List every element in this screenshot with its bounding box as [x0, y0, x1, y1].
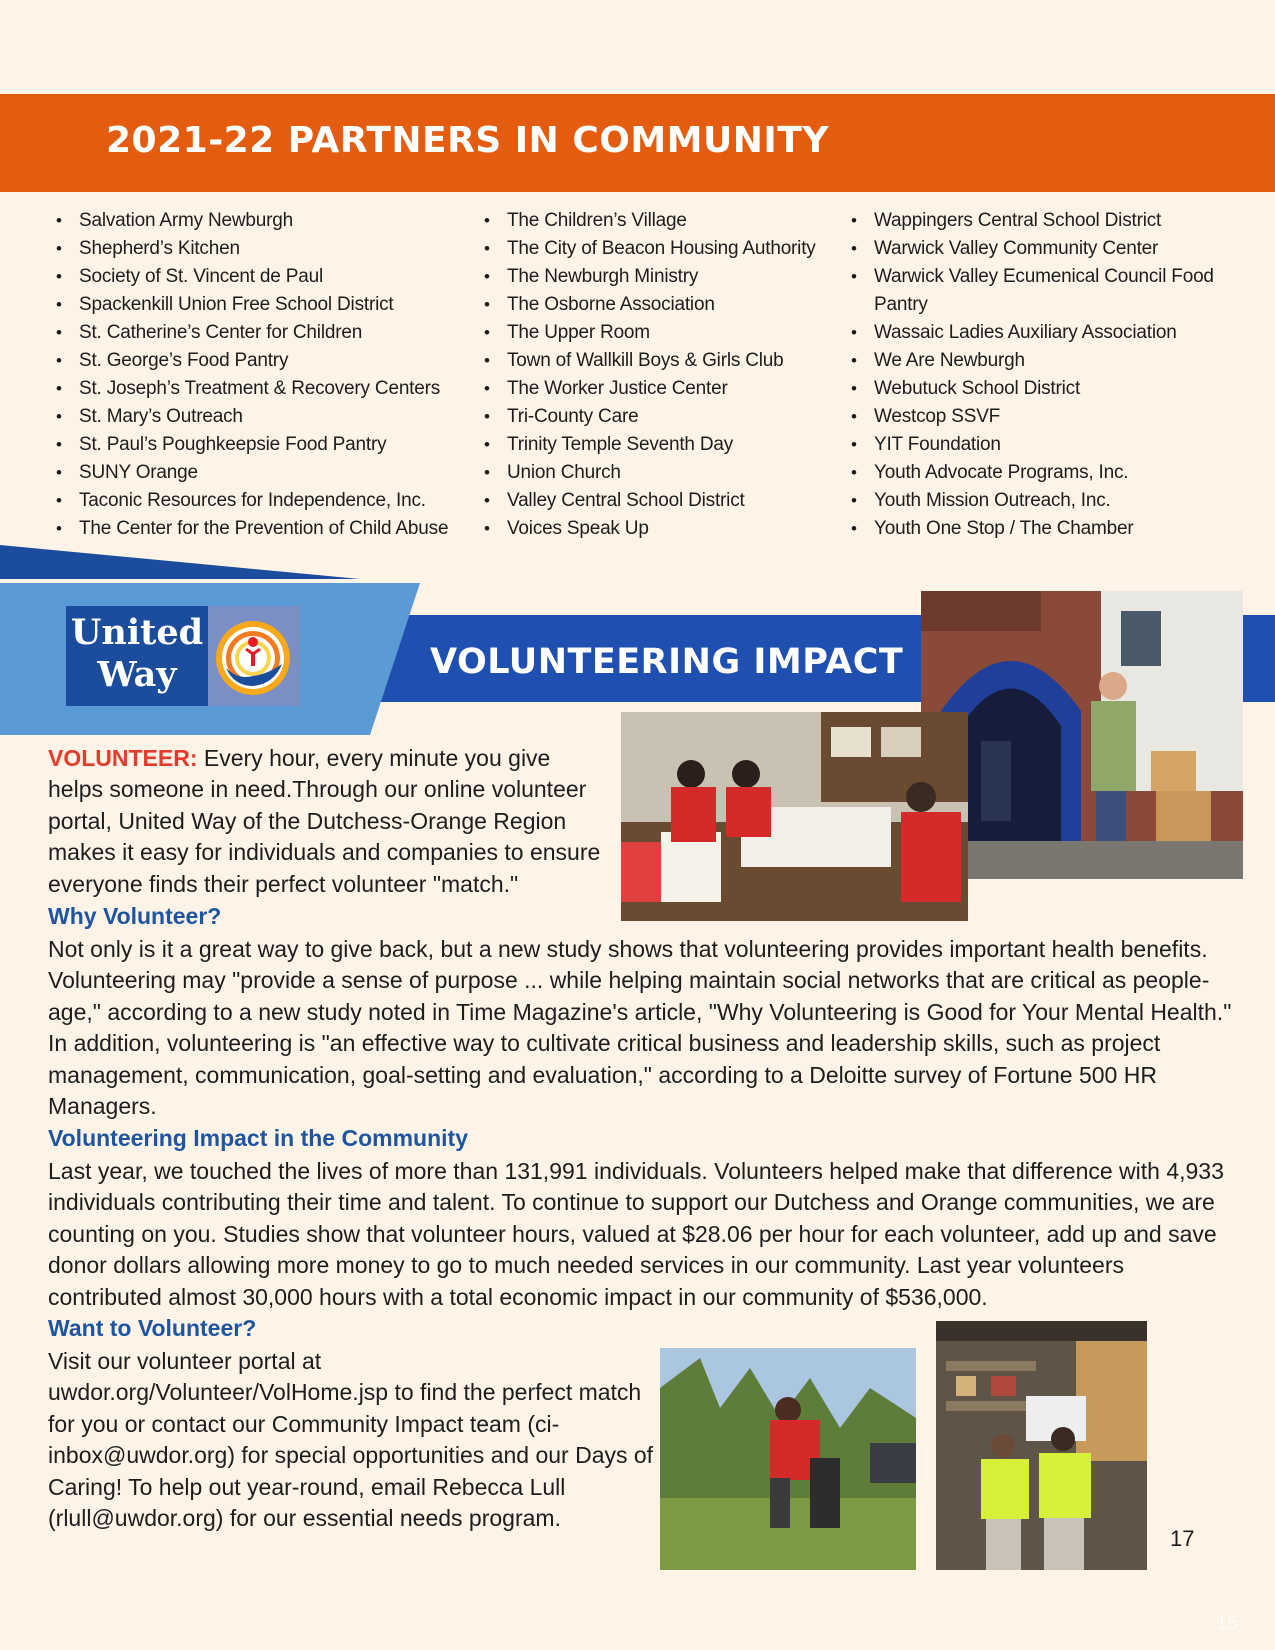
partner-item: • Town of Wallkill Boys & Girls Club [478, 347, 838, 375]
rainbow-hand-icon [208, 606, 300, 706]
banner-top-stripe [0, 545, 360, 579]
partner-item: • YIT Foundation [845, 431, 1245, 459]
partner-item: • Warwick Valley Community Center [845, 235, 1245, 263]
partner-item: • SUNY Orange [50, 459, 470, 487]
volunteer-intro-text: Every hour, every minute you give helps someone in need.Through our online volunteer portal, United Way of the Dutchess-Orange Region makes it easy for individuals and companies to ensure everyone finds their perfect volunteer "match." [48, 745, 601, 897]
partner-item: • The Newburgh Ministry [478, 263, 838, 291]
united-way-logo [66, 606, 300, 706]
partner-item: • Tri-County Care [478, 403, 838, 431]
partners-column-3 [845, 207, 1245, 543]
logo-word-way: Way [97, 654, 177, 695]
partner-item: • Youth One Stop / The Chamber [845, 515, 1245, 543]
partner-item: • St. Paul’s Poughkeepsie Food Pantry [50, 431, 470, 459]
partner-item: • Trinity Temple Seventh Day [478, 431, 838, 459]
partner-item: • Shepherd’s Kitchen [50, 235, 470, 263]
partners-list-1 [50, 207, 470, 543]
partner-item: • The Center for the Prevention of Child Abuse [50, 515, 470, 543]
why-volunteer-text: Not only is it a great way to give back, but a new study shows that volunteering provides important health benefits. Volunteering may "provide a sense of purpose ... while helping maintain social networks that are critical as people-age," according to a new study noted in Time Magazine's article, "Why Volunteering is Good for Your Mental Health." In addition, volunteering is "an effective way to cultivate critical business and leadership skills, such as project management, communication, goal-setting and evaluation," according to a Deloitte survey of Fortune 500 HR Managers. [48, 936, 1232, 1120]
partner-item: • Youth Advocate Programs, Inc. [845, 459, 1245, 487]
logo-word-united: United [70, 612, 204, 653]
partner-item: • Society of St. Vincent de Paul [50, 263, 470, 291]
partner-item: • St. Joseph’s Treatment & Recovery Centers [50, 375, 470, 403]
partner-item: • St. Catherine’s Center for Children [50, 319, 470, 347]
impact-heading: Volunteering Impact in the Community [48, 1125, 468, 1151]
partner-item: • Warwick Valley Ecumenical Council Food Pantry [845, 263, 1245, 319]
partners-column-2 [478, 207, 838, 543]
partner-item: • Westcop SSVF [845, 403, 1245, 431]
why-volunteer-heading: Why Volunteer? [48, 903, 222, 929]
faint-page-number: 15 [1216, 1612, 1239, 1634]
volunteer-intro-paragraph [48, 743, 608, 900]
volunteering-impact-title: VOLUNTEERING IMPACT [430, 642, 904, 682]
partner-item: • Spackenkill Union Free School District [50, 291, 470, 319]
partner-item: • The Osborne Association [478, 291, 838, 319]
photo-volunteers-in-warehouse [936, 1321, 1147, 1570]
partner-item: • The Children’s Village [478, 207, 838, 235]
partners-title: 2021-22 PARTNERS IN COMMUNITY [106, 120, 829, 161]
united-way-wordmark [66, 606, 208, 706]
partner-item: • The City of Beacon Housing Authority [478, 235, 838, 263]
page-number: 17 [1170, 1526, 1195, 1551]
photo-volunteers-at-entrance [921, 591, 1243, 879]
partner-item: • Valley Central School District [478, 487, 838, 515]
partner-item: • St. Mary’s Outreach [50, 403, 470, 431]
partner-item: • St. George’s Food Pantry [50, 347, 470, 375]
partner-item: • Salvation Army Newburgh [50, 207, 470, 235]
partner-item: • The Worker Justice Center [478, 375, 838, 403]
partners-column-1 [50, 207, 470, 543]
volunteer-label: VOLUNTEER: [48, 745, 198, 771]
partner-item: • Youth Mission Outreach, Inc. [845, 487, 1245, 515]
photo-volunteer-gardening [660, 1348, 916, 1570]
partner-item: • Webutuck School District [845, 375, 1245, 403]
united-way-symbol [208, 606, 300, 706]
partners-list-2 [478, 207, 838, 543]
partner-item: • The Upper Room [478, 319, 838, 347]
impact-text: Last year, we touched the lives of more than 131,991 individuals. Volunteers helped make that difference with 4,933 individuals contributing their time and talent. To continue to support our Dutchess and Orange communities, we are counting on you. Studies show that volunteer hours, valued at $28.06 per hour for each volunteer, add up and save donor dollars allowing more money to go to much needed services in our community. Last year volunteers contributed almost 30,000 hours with a total economic impact in our community of $536,000. [48, 1158, 1224, 1310]
want-to-volunteer-text: Visit our volunteer portal at uwdor.org/Volunteer/VolHome.jsp to find the perfect match for you or contact our Community Impact team (ci-inbox@uwdor.org) for special opportunities and our Days of Caring! To help out year-round, email Rebecca Lull (rlull@uwdor.org) for our essential needs program. [48, 1348, 654, 1532]
partners-list-3 [845, 207, 1245, 543]
partner-item: • Wassaic Ladies Auxiliary Association [845, 319, 1245, 347]
partner-item: • Wappingers Central School District [845, 207, 1245, 235]
partner-item: • Union Church [478, 459, 838, 487]
photo-volunteers-at-table [621, 712, 968, 921]
partner-item: • We Are Newburgh [845, 347, 1245, 375]
want-to-volunteer-heading: Want to Volunteer? [48, 1315, 257, 1341]
partner-item: • Taconic Resources for Independence, Inc. [50, 487, 470, 515]
partner-item: • Voices Speak Up [478, 515, 838, 543]
